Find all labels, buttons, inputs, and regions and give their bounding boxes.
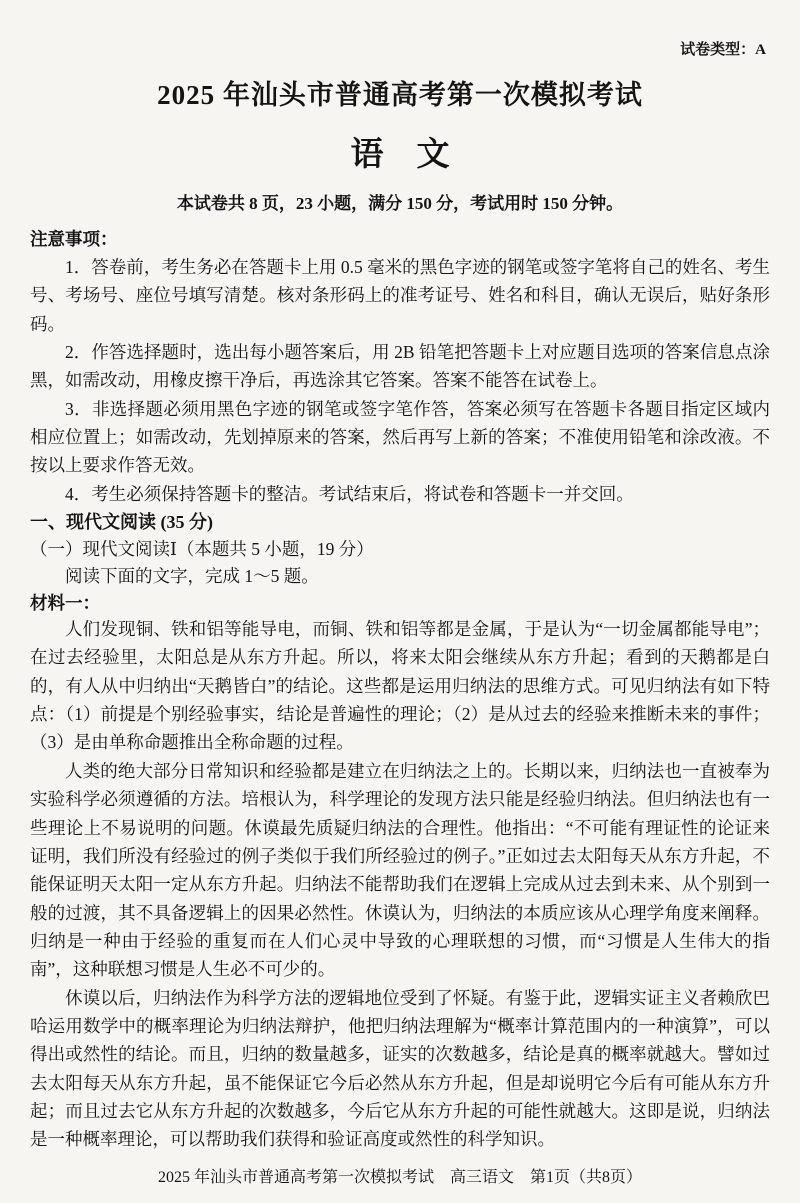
- material-one-label: 材料一：: [30, 593, 100, 614]
- section-heading-modern-reading: 一、现代文阅读 (35 分): [30, 512, 213, 533]
- material-paragraph-3: 休谟以后，归纳法作为科学方法的逻辑地位受到了怀疑。有鉴于此，逻辑实证主义者赖欣巴哈运用数学中的概率理论为归纳法辩护，他把归纳法理解为“概率计算范围内的一种演算”，可以得出或然性的结论。而且，归纳的数量越多，证实的次数越多，结论是真的概率就越大。譬如过去太阳每天从东方升起，虽不能保证它今后必然从东方升起，但是却说明它今后有可能从东方升起；而且过去它从东方升起的次数越多，今后它从东方升起的可能性就越大。这即是说，归纳法是一种概率理论，可以帮助我们获得和验证高度或然性的科学知识。: [30, 987, 770, 1150]
- reading-instruction: 阅读下面的文字，完成 1～5 题。: [65, 566, 319, 587]
- notice-item-1: 1．答卷前，考生务必在答题卡上用 0.5 毫米的黑色字迹的钢笔或签字笔将自己的姓名、考生号、考场号、座位号填写清楚。核对条形码上的准考证号、姓名和科目，确认无误后，贴好条形码。: [30, 257, 770, 334]
- notice-heading: 注意事项：: [30, 229, 118, 249]
- subject-title: 语 文: [350, 137, 450, 173]
- notice-item-2: 2．作答选择题时，选出每小题答案后，用 2B 铅笔把答题卡上对应题目选项的答案信息点涂黑，如需改动，用橡皮擦干净后，再选涂其它答案。答案不能答在试卷上。: [30, 342, 770, 391]
- material-paragraph-2: 人类的绝大部分日常知识和经验都是建立在归纳法之上的。长期以来，归纳法也一直被奉为实验科学必须遵循的方法。培根认为，科学理论的发现方法只能是经验归纳法。但归纳法也有一些理论上不易说明的问题。休谟最先质疑归纳法的合理性。他指出：“不可能有理证性的论证来证明，我们所没有经验过的例子类似于我们所经验过的例子。”正如过去太阳每天从东方升起，不能保证明天太阳一定从东方升起。归纳法不能帮助我们在逻辑上完成从过去到未来、从个别到一般的过渡，其不具备逻辑上的因果必然性。休谟认为，归纳法的本质应该从心理学角度来阐释。归纳是一种由于经验的重复而在人们心灵中导致的心理联想的习惯，而“习惯是人生伟大的指南”，这种联想习惯是人生必不可少的。: [30, 760, 770, 980]
- material-paragraph-1: 人们发现铜、铁和铝等能导电，而铜、铁和铝等都是金属，于是认为“一切金属都能导电”；在过去经验里，太阳总是从东方升起。所以，将来太阳会继续从东方升起；看到的天鹅都是白的，有人从中归纳出“天鹅皆白”的结论。这些都是运用归纳法的思维方式。可见归纳法有如下特点：（1）前提是个别经验事实，结论是普遍性的理论；（2）是从过去的经验来推断未来的事件；（3）是由单称命题推出全称命题的过程。: [30, 619, 770, 753]
- notice-item-3: 3．非选择题必须用黑色字迹的钢笔或签字笔作答，答案必须写在答题卡各题目指定区域内相应位置上；如需改动，先划掉原来的答案，然后再写上新的答案；不准使用铅笔和涂改液。不按以上要求作答无效。: [30, 398, 770, 476]
- section-subheading: （一）现代文阅读Ⅰ（本题共 5 小题，19 分）: [30, 539, 374, 560]
- page-footer: 2025 年汕头市普通高考第一次模拟考试 高三语文 第1页（共8页）: [157, 1168, 642, 1186]
- exam-info-line: 本试卷共 8 页，23 小题，满分 150 分，考试用时 150 分钟。: [176, 194, 624, 213]
- notice-item-4: 4．考生必须保持答题卡的整洁。考试结束后，将试卷和答题卡一并交回。: [65, 483, 634, 504]
- paper-type-label: 试卷类型：A: [680, 42, 766, 58]
- exam-title: 2025 年汕头市普通高考第一次模拟考试: [157, 80, 643, 110]
